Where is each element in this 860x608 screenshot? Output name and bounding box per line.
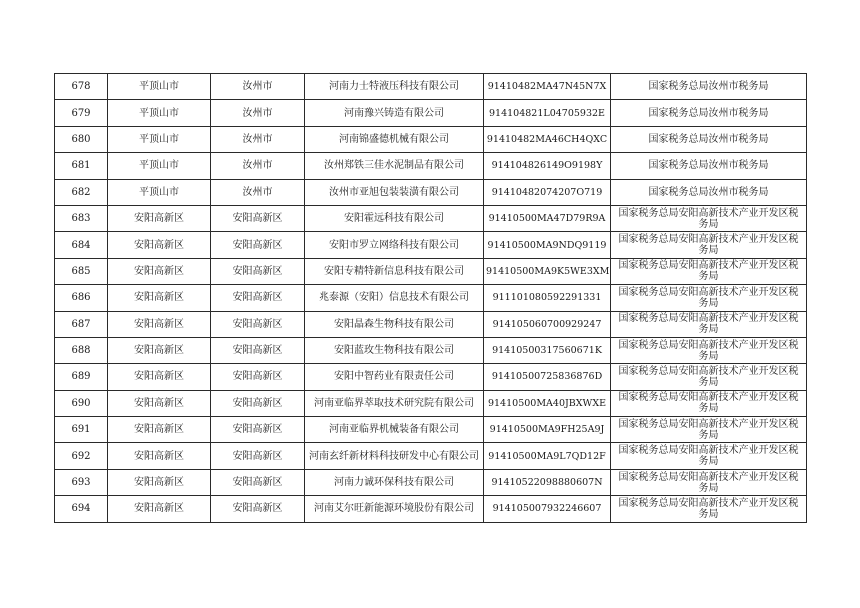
city-cell: 安阳高新区: [108, 311, 211, 337]
district-cell: 安阳高新区: [211, 443, 305, 469]
tax-agency-cell: 国家税务总局安阳高新技术产业开发区税务局: [611, 496, 807, 522]
city-cell: 安阳高新区: [108, 205, 211, 231]
company-name-cell: 安阳专精特新信息科技有限公司: [305, 258, 484, 284]
table-row: [55, 390, 807, 416]
table-row: [55, 153, 807, 179]
table-row: [55, 126, 807, 152]
credit-code-cell: 91410500725836876D: [484, 364, 611, 390]
city-cell: 安阳高新区: [108, 337, 211, 363]
tax-agency-cell: 国家税务总局汝州市税务局: [611, 153, 807, 179]
tax-agency-cell: 国家税务总局安阳高新技术产业开发区税务局: [611, 232, 807, 258]
city-cell: 平顶山市: [108, 126, 211, 152]
credit-code-cell: 91410482MA46CH4QXC: [484, 126, 611, 152]
district-cell: 汝州市: [211, 179, 305, 205]
district-cell: 安阳高新区: [211, 417, 305, 443]
table-row: [55, 285, 807, 311]
district-cell: 汝州市: [211, 74, 305, 100]
company-name-cell: 河南豫兴铸造有限公司: [305, 100, 484, 126]
company-name-cell: 河南亚临界机械装备有限公司: [305, 417, 484, 443]
district-cell: 汝州市: [211, 100, 305, 126]
company-name-cell: 安阳蓝玫生物科技有限公司: [305, 337, 484, 363]
row-number-cell: 691: [55, 417, 108, 443]
city-cell: 安阳高新区: [108, 390, 211, 416]
credit-code-cell: 91410482074207O719: [484, 179, 611, 205]
row-number-cell: 686: [55, 285, 108, 311]
company-name-cell: 兆泰源（安阳）信息技术有限公司: [305, 285, 484, 311]
row-number-cell: 685: [55, 258, 108, 284]
city-cell: 平顶山市: [108, 153, 211, 179]
table-row: [55, 74, 807, 100]
company-name-cell: 安阳霍远科技有限公司: [305, 205, 484, 231]
district-cell: 安阳高新区: [211, 469, 305, 495]
tax-agency-cell: 国家税务总局安阳高新技术产业开发区税务局: [611, 417, 807, 443]
row-number-cell: 690: [55, 390, 108, 416]
table-row: [55, 417, 807, 443]
table-row: [55, 469, 807, 495]
company-name-cell: 汝州市亚旭包装装潢有限公司: [305, 179, 484, 205]
credit-code-cell: 914104826149O9198Y: [484, 153, 611, 179]
row-number-cell: 694: [55, 496, 108, 522]
credit-code-cell: 91410500MA40JBXWXE: [484, 390, 611, 416]
row-number-cell: 680: [55, 126, 108, 152]
tax-agency-cell: 国家税务总局汝州市税务局: [611, 100, 807, 126]
company-table: [54, 73, 807, 523]
credit-code-cell: 914104821L04705932E: [484, 100, 611, 126]
row-number-cell: 687: [55, 311, 108, 337]
credit-code-cell: 91410500MA47D79R9A: [484, 205, 611, 231]
city-cell: 安阳高新区: [108, 258, 211, 284]
table-row: [55, 179, 807, 205]
credit-code-cell: 91410500MA9L7QD12F: [484, 443, 611, 469]
tax-agency-cell: 国家税务总局安阳高新技术产业开发区税务局: [611, 258, 807, 284]
credit-code-cell: 91410522098880607N: [484, 469, 611, 495]
city-cell: 安阳高新区: [108, 469, 211, 495]
table-row: [55, 496, 807, 522]
company-name-cell: 安阳中智药业有限责任公司: [305, 364, 484, 390]
row-number-cell: 689: [55, 364, 108, 390]
row-number-cell: 682: [55, 179, 108, 205]
row-number-cell: 679: [55, 100, 108, 126]
company-name-cell: 河南力诚环保科技有限公司: [305, 469, 484, 495]
tax-agency-cell: 国家税务总局安阳高新技术产业开发区税务局: [611, 469, 807, 495]
district-cell: 安阳高新区: [211, 337, 305, 363]
row-number-cell: 683: [55, 205, 108, 231]
district-cell: 汝州市: [211, 153, 305, 179]
company-name-cell: 河南亚临界萃取技术研究院有限公司: [305, 390, 484, 416]
row-number-cell: 692: [55, 443, 108, 469]
tax-agency-cell: 国家税务总局汝州市税务局: [611, 74, 807, 100]
tax-agency-cell: 国家税务总局安阳高新技术产业开发区税务局: [611, 311, 807, 337]
district-cell: 安阳高新区: [211, 311, 305, 337]
company-name-cell: 河南锦盛德机械有限公司: [305, 126, 484, 152]
table-row: [55, 364, 807, 390]
company-name-cell: 河南艾尔旺新能源环境股份有限公司: [305, 496, 484, 522]
city-cell: 平顶山市: [108, 100, 211, 126]
table-row: [55, 337, 807, 363]
tax-agency-cell: 国家税务总局安阳高新技术产业开发区税务局: [611, 390, 807, 416]
city-cell: 安阳高新区: [108, 443, 211, 469]
city-cell: 安阳高新区: [108, 232, 211, 258]
row-number-cell: 688: [55, 337, 108, 363]
table-row: [55, 311, 807, 337]
company-name-cell: 河南力士特液压科技有限公司: [305, 74, 484, 100]
company-name-cell: 汝州郑铁三佳水泥制品有限公司: [305, 153, 484, 179]
table-row: [55, 205, 807, 231]
tax-agency-cell: 国家税务总局安阳高新技术产业开发区税务局: [611, 285, 807, 311]
tax-agency-cell: 国家税务总局汝州市税务局: [611, 179, 807, 205]
table-row: [55, 100, 807, 126]
city-cell: 安阳高新区: [108, 417, 211, 443]
district-cell: 安阳高新区: [211, 205, 305, 231]
city-cell: 平顶山市: [108, 179, 211, 205]
credit-code-cell: 91410500MA9K5WE3XM: [484, 258, 611, 284]
company-name-cell: 安阳晶森生物科技有限公司: [305, 311, 484, 337]
row-number-cell: 684: [55, 232, 108, 258]
table-row: [55, 232, 807, 258]
company-name-cell: 安阳市罗立网络科技有限公司: [305, 232, 484, 258]
row-number-cell: 678: [55, 74, 108, 100]
district-cell: 汝州市: [211, 126, 305, 152]
district-cell: 安阳高新区: [211, 496, 305, 522]
company-name-cell: 河南玄纤新材料科技研发中心有限公司: [305, 443, 484, 469]
credit-code-cell: 91410482MA47N45N7X: [484, 74, 611, 100]
tax-agency-cell: 国家税务总局安阳高新技术产业开发区税务局: [611, 337, 807, 363]
city-cell: 平顶山市: [108, 74, 211, 100]
credit-code-cell: 91410500MA9FH25A9J: [484, 417, 611, 443]
tax-agency-cell: 国家税务总局安阳高新技术产业开发区税务局: [611, 364, 807, 390]
city-cell: 安阳高新区: [108, 285, 211, 311]
credit-code-cell: 914105007932246607: [484, 496, 611, 522]
credit-code-cell: 914105060700929247: [484, 311, 611, 337]
city-cell: 安阳高新区: [108, 364, 211, 390]
tax-agency-cell: 国家税务总局安阳高新技术产业开发区税务局: [611, 443, 807, 469]
district-cell: 安阳高新区: [211, 285, 305, 311]
row-number-cell: 693: [55, 469, 108, 495]
row-number-cell: 681: [55, 153, 108, 179]
table-body: [55, 74, 807, 523]
credit-code-cell: 91410500MA9NDQ9119: [484, 232, 611, 258]
credit-code-cell: 91410500317560671K: [484, 337, 611, 363]
credit-code-cell: 911101080592291331: [484, 285, 611, 311]
district-cell: 安阳高新区: [211, 390, 305, 416]
district-cell: 安阳高新区: [211, 364, 305, 390]
city-cell: 安阳高新区: [108, 496, 211, 522]
tax-agency-cell: 国家税务总局安阳高新技术产业开发区税务局: [611, 205, 807, 231]
tax-agency-cell: 国家税务总局汝州市税务局: [611, 126, 807, 152]
district-cell: 安阳高新区: [211, 232, 305, 258]
table-row: [55, 443, 807, 469]
district-cell: 安阳高新区: [211, 258, 305, 284]
table-row: [55, 258, 807, 284]
